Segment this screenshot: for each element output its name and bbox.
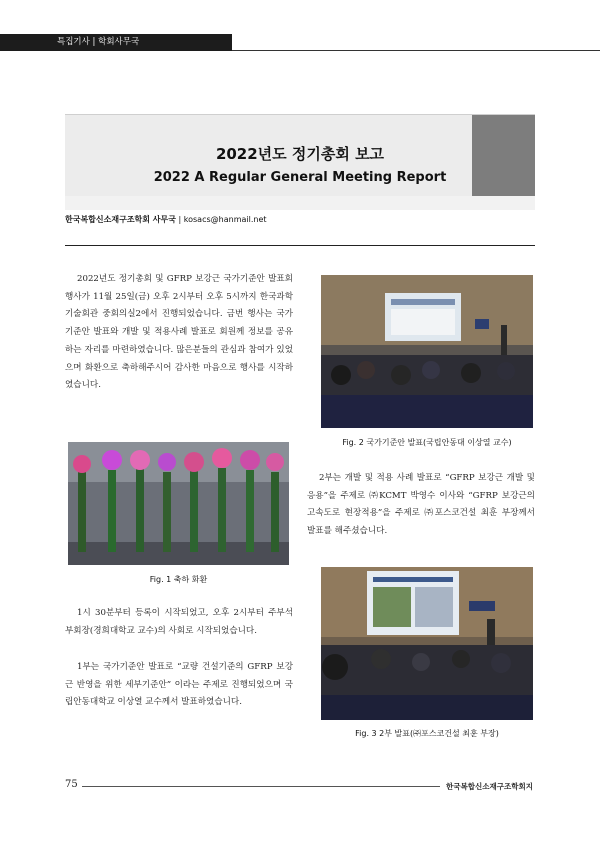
figure-3-caption: Fig. 3 2부 발표(㈜포스코건설 최훈 부장) xyxy=(355,729,499,738)
author-email: | kosacs@hanmail.net xyxy=(175,215,267,224)
header-rule xyxy=(232,50,600,51)
photo-presentation-2 xyxy=(321,567,533,720)
section-label: 특집기사 | 학회사무국 xyxy=(57,37,140,47)
journal-name: 한국복합신소재구조학회지 xyxy=(446,782,533,791)
photo-presentation-1 xyxy=(321,275,533,428)
paragraph-4: 2부는 개발 및 적용 사례 발표로 “GFRP 보강근 개발 및 응용”을 주제로 ㈜KCMT 박영수 이사와 “GFRP 보강근의 고속도로 현장적용”을 주제로 ㈜포스코건설 최훈 부장께서 발표를 해주셨습니다. xyxy=(307,473,535,537)
page-number: 75 xyxy=(65,779,78,790)
figure-1-caption: Fig. 1 축하 화환 xyxy=(149,575,208,584)
author-org: 한국복합신소재구조학회 사무국 xyxy=(65,215,176,224)
paragraph-3: 1부는 국가기준안 발표로 “교량 건설기준의 GFRP 보강근 반영을 위한 세부기준안” 이라는 주제로 진행되었으며 국립안동대학교 이상열 교수께서 발표하였습니다. xyxy=(65,662,293,708)
author-info xyxy=(65,214,267,225)
author-rule xyxy=(65,245,535,246)
paragraph-2: 1시 30분부터 등록이 시작되었고, 오후 2시부터 주부석 부회장(경희대학교 교수)의 사회로 시작되었습니다. xyxy=(65,608,293,636)
paragraph-1: 2022년도 정기총회 및 GFRP 보강근 국가기준안 발표회 행사가 11월 25일(금) 오후 2시부터 오후 5시까지 한국과학기술회관 중회의실2에서 진행되었습니다. 금번 행사는 국가기준안 발표와 개발 및 적용사례 발표로 회원께 정보를 공유하는 자리를 마련하였습니다. 많은분들의 관심과 참여가 있었으며 화환으로 축하해주시어 감사한 마음으로 행사를 시작하였습니다. xyxy=(65,274,293,391)
figure-2-caption: Fig. 2 국가기준안 발표(국립안동대 이상열 교수) xyxy=(342,438,512,447)
title-english: 2022 A Regular General Meeting Report xyxy=(153,170,447,185)
photo-flower-wreaths xyxy=(68,442,289,565)
section-header xyxy=(0,34,232,51)
footer-rule xyxy=(82,786,440,787)
title-korean: 2022년도 정기총회 보고 xyxy=(215,145,385,163)
